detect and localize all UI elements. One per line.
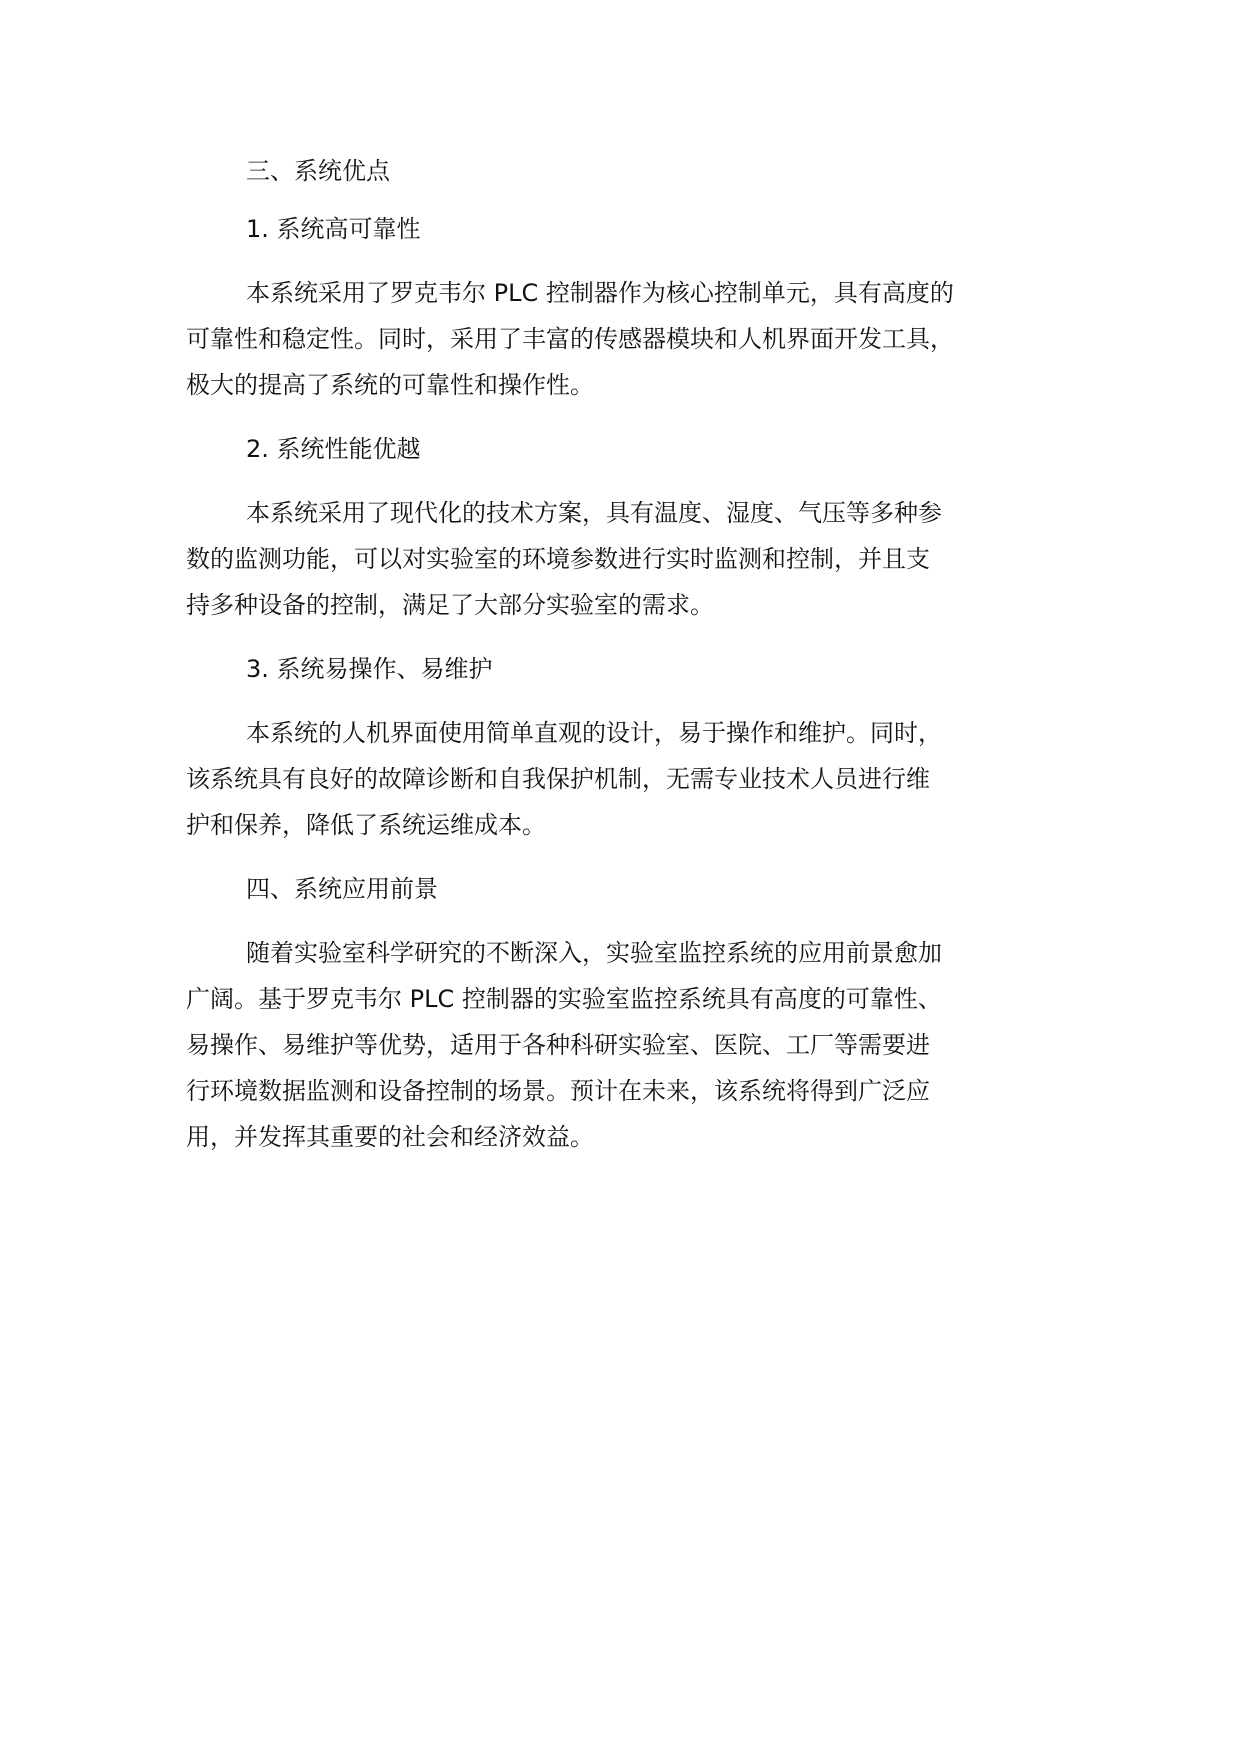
paragraph-line: 数的监测功能，可以对实验室的环境参数进行实时监测和控制，并且支: [186, 545, 930, 573]
paragraph-line: 该系统具有良好的故障诊断和自我保护机制，无需专业技术人员进行维: [186, 765, 930, 793]
paragraph-line: 持多种设备的控制，满足了大部分实验室的需求。: [186, 591, 714, 619]
paragraph-line: 极大的提高了系统的可靠性和操作性。: [186, 371, 594, 399]
paragraph-line: 本系统采用了罗克韦尔 PLC 控制器作为核心控制单元，具有高度的: [246, 279, 954, 307]
paragraph-line: 行环境数据监测和设备控制的场景。预计在未来，该系统将得到广泛应: [186, 1077, 930, 1105]
subsection-heading: 3. 系统易操作、易维护: [246, 655, 493, 683]
section-heading: 四、系统应用前景: [246, 875, 438, 903]
paragraph-line: 可靠性和稳定性。同时，采用了丰富的传感器模块和人机界面开发工具，: [186, 325, 954, 353]
paragraph: [186, 270, 1086, 408]
paragraph-line: 护和保养，降低了系统运维成本。: [186, 811, 546, 839]
paragraph: [186, 710, 1086, 848]
paragraph-line: 随着实验室科学研究的不断深入，实验室监控系统的应用前景愈加: [246, 939, 942, 967]
paragraph: [186, 930, 1086, 1160]
document-body: [186, 154, 1086, 1184]
paragraph-line: 本系统的人机界面使用简单直观的设计，易于操作和维护。同时，: [246, 719, 942, 747]
paragraph-line: 用，并发挥其重要的社会和经济效益。: [186, 1123, 594, 1151]
subsection-heading: 1. 系统高可靠性: [246, 215, 421, 243]
paragraph-line: 本系统采用了现代化的技术方案，具有温度、湿度、气压等多种参: [246, 499, 942, 527]
paragraph-line: 易操作、易维护等优势，适用于各种科研实验室、医院、工厂等需要进: [186, 1031, 930, 1059]
paragraph: [186, 490, 1086, 628]
subsection-heading: 2. 系统性能优越: [246, 435, 421, 463]
paragraph-line: 广阔。基于罗克韦尔 PLC 控制器的实验室监控系统具有高度的可靠性、: [186, 985, 942, 1013]
section-heading: 三、系统优点: [246, 157, 390, 185]
